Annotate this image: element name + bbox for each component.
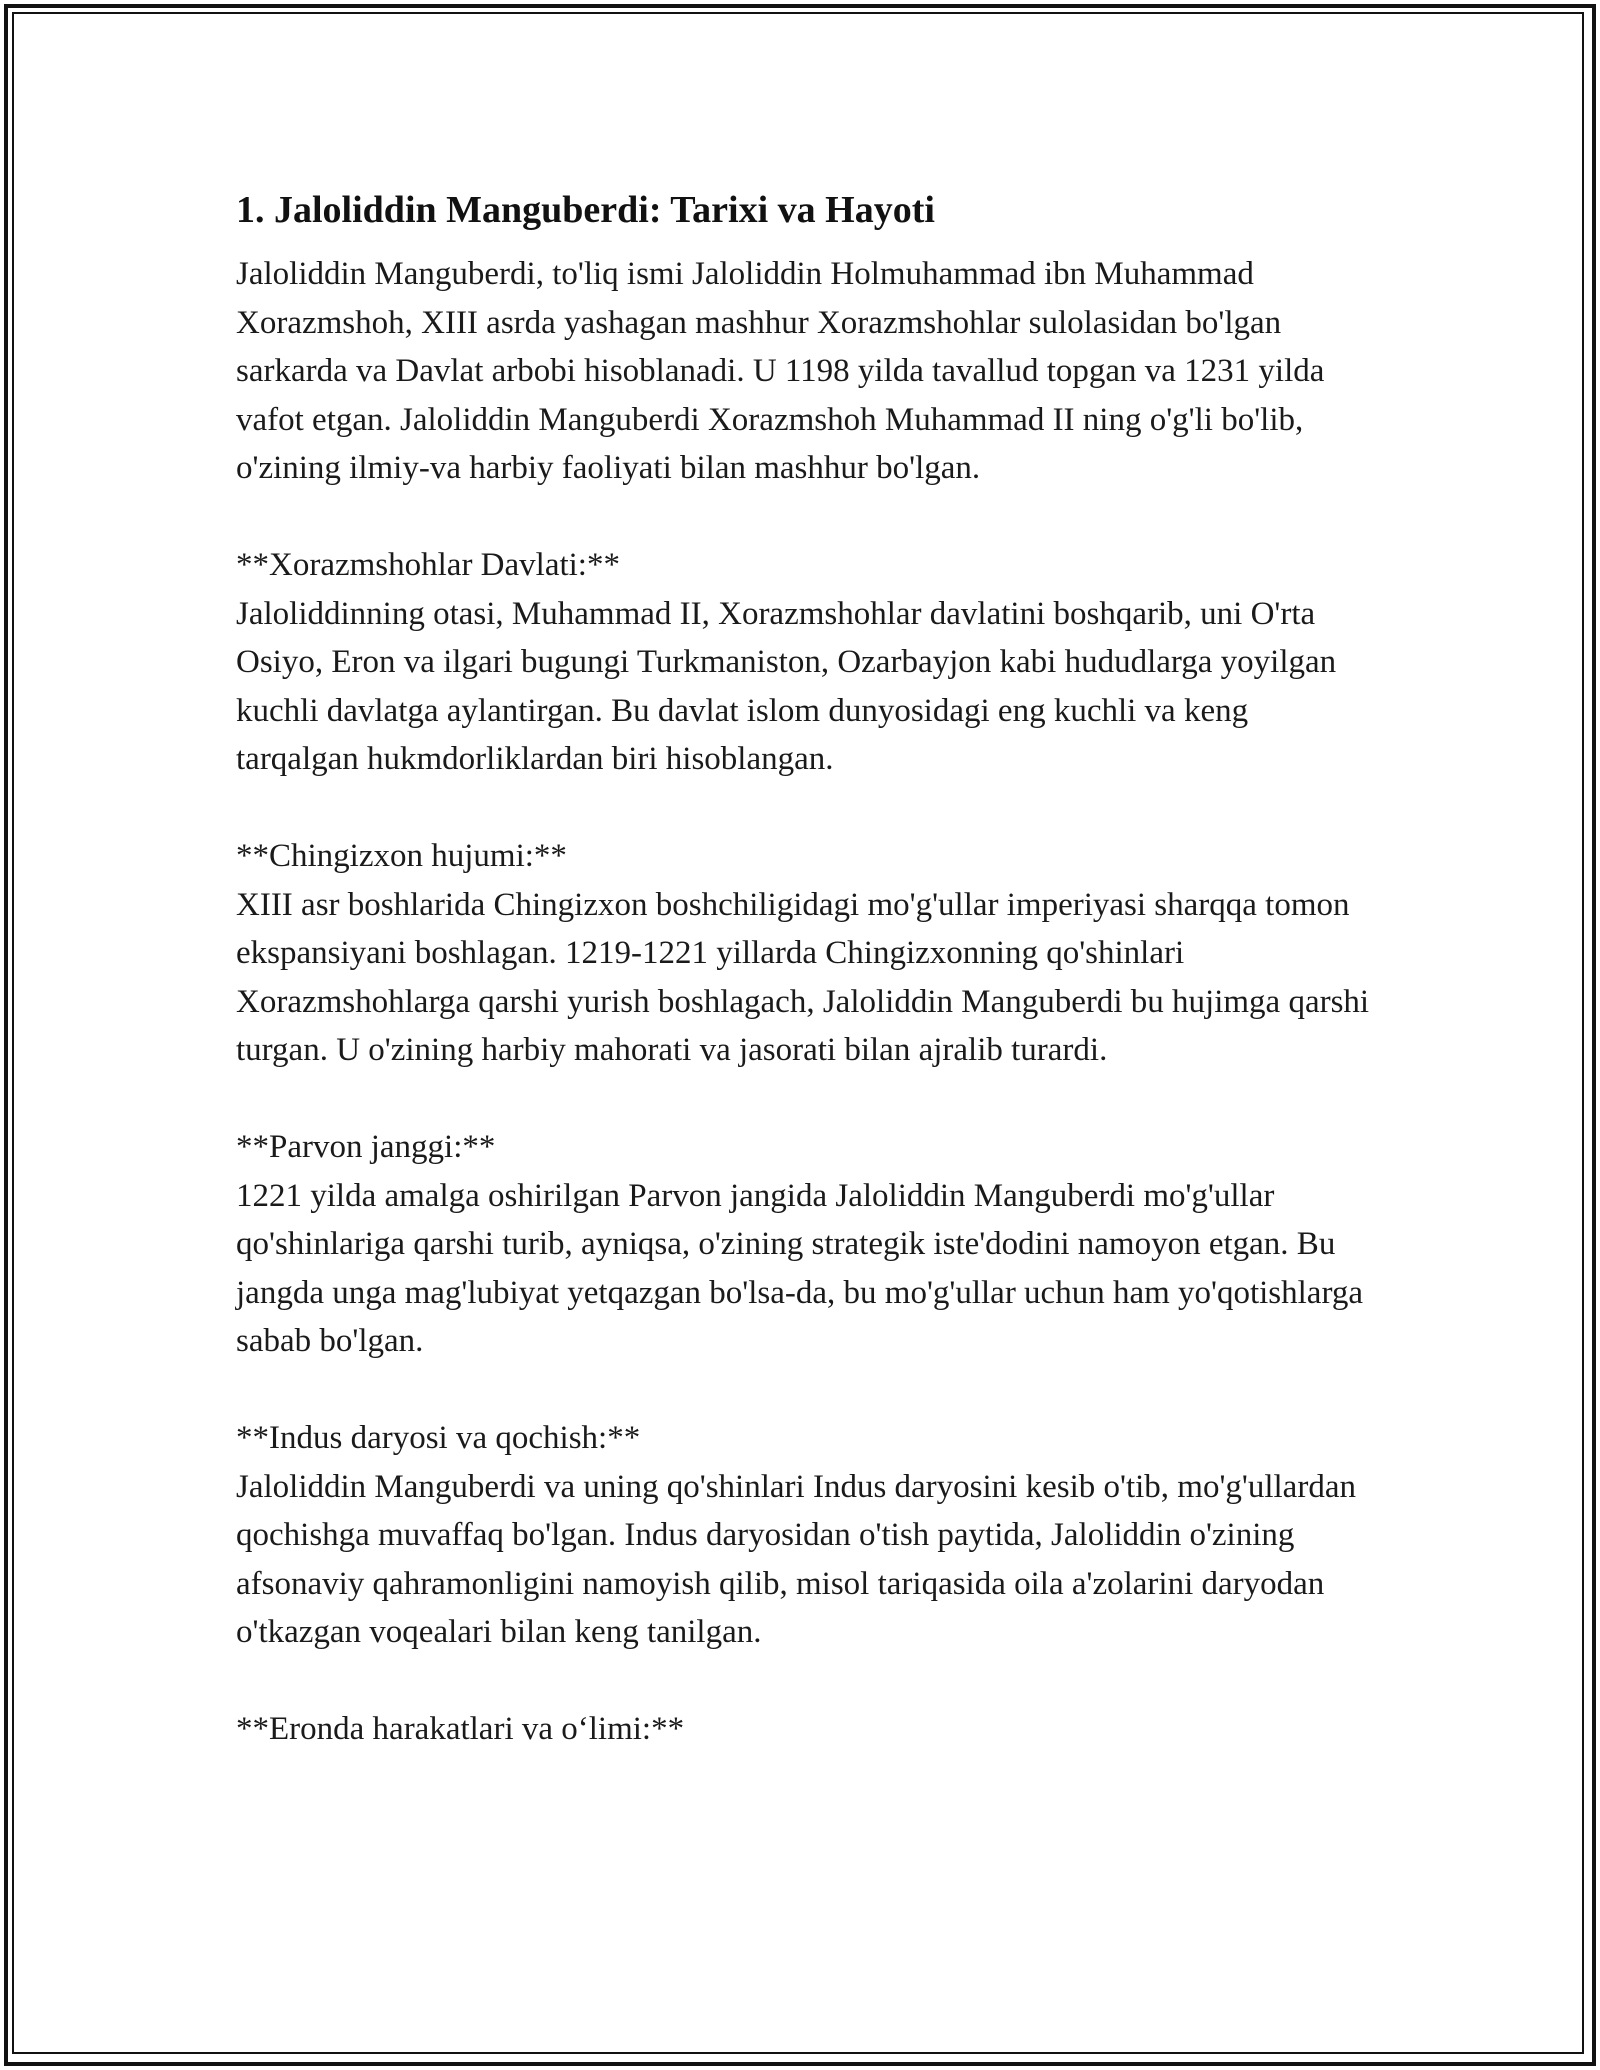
section-eronda-harakatlari bbox=[236, 1705, 1376, 1754]
section-heading: **Parvon janggi:** bbox=[236, 1129, 496, 1165]
section-paragraph: Jaloliddinning otasi, Muhammad II, Xorazmshohlar davlatini boshqarib, uni O'rta Osiyo, Eron va ilgari bugungi Turkmaniston, Ozarbayjon kabi hududlarga yoyilgan kuchli davlatga aylantirgan. Bu davlat islom dunyosidagi eng kuchli va keng tarqalgan hukmdorliklardan biri hisoblangan. bbox=[236, 595, 1337, 777]
section-heading: **Indus daryosi va qochish:** bbox=[236, 1420, 641, 1456]
section-paragraph: 1221 yilda amalga oshirilgan Parvon jangida Jaloliddin Manguberdi mo'g'ullar qo'shinlariga qarshi turib, ayniqsa, o'zining strategik iste'dodini namoyon etgan. Bu jangda unga mag'lubiyat yetqazgan bo'lsa-da, bu mo'g'ullar uchun ham yo'qotishlarga sabab bo'lgan. bbox=[236, 1177, 1363, 1359]
section-parvon-janggi bbox=[236, 1123, 1376, 1366]
section-paragraph: XIII asr boshlarida Chingizxon boshchiligidagi mo'g'ullar imperiyasi sharqqa tomon ekspansiyani boshlagan. 1219-1221 yillarda Chingizxonning qo'shinlari Xorazmshohlarga qarshi yurish boshlagach, Jaloliddin Manguberdi bu hujimga qarshi turgan. U o'zining harbiy mahorati va jasorati bilan ajralib turardi. bbox=[236, 886, 1370, 1068]
intro-paragraph: Jaloliddin Manguberdi, to'liq ismi Jaloliddin Holmuhammad ibn Muhammad Xorazmshoh, XIII asrda yashagan mashhur Xorazmshohlar sulolasidan bo'lgan sarkarda va Davlat arbobi hisoblanadi. U 1198 yilda tavallud topgan va 1231 yilda vafot etgan. Jaloliddin Manguberdi Xorazmshoh Muhammad II ning o'g'li bo'lib, o'zining ilmiy-va harbiy faoliyati bilan mashhur bo'lgan. bbox=[236, 256, 1325, 486]
document-body bbox=[236, 186, 1376, 1754]
section-heading: **Chingizxon hujumi:** bbox=[236, 838, 567, 874]
section-xorazmshohlar-davlati bbox=[236, 541, 1376, 784]
section-chingizxon-hujumi bbox=[236, 832, 1376, 1075]
section-indus-daryosi bbox=[236, 1414, 1376, 1657]
section-heading: **Xorazmshohlar Davlati:** bbox=[236, 547, 620, 583]
section-heading: **Eronda harakatlari va o‘limi:** bbox=[236, 1711, 685, 1747]
document-title: 1. Jaloliddin Manguberdi: Tarixi va Hayoti bbox=[236, 189, 935, 231]
section-paragraph: Jaloliddin Manguberdi va uning qo'shinlari Indus daryosini kesib o'tib, mo'g'ullardan qochishga muvaffaq bo'lgan. Indus daryosidan o'tish paytida, Jaloliddin o'zining afsonaviy qahramonligini namoyish qilib, misol tariqasida oila a'zolarini daryodan o'tkazgan voqealari bilan keng tanilgan. bbox=[236, 1468, 1356, 1650]
